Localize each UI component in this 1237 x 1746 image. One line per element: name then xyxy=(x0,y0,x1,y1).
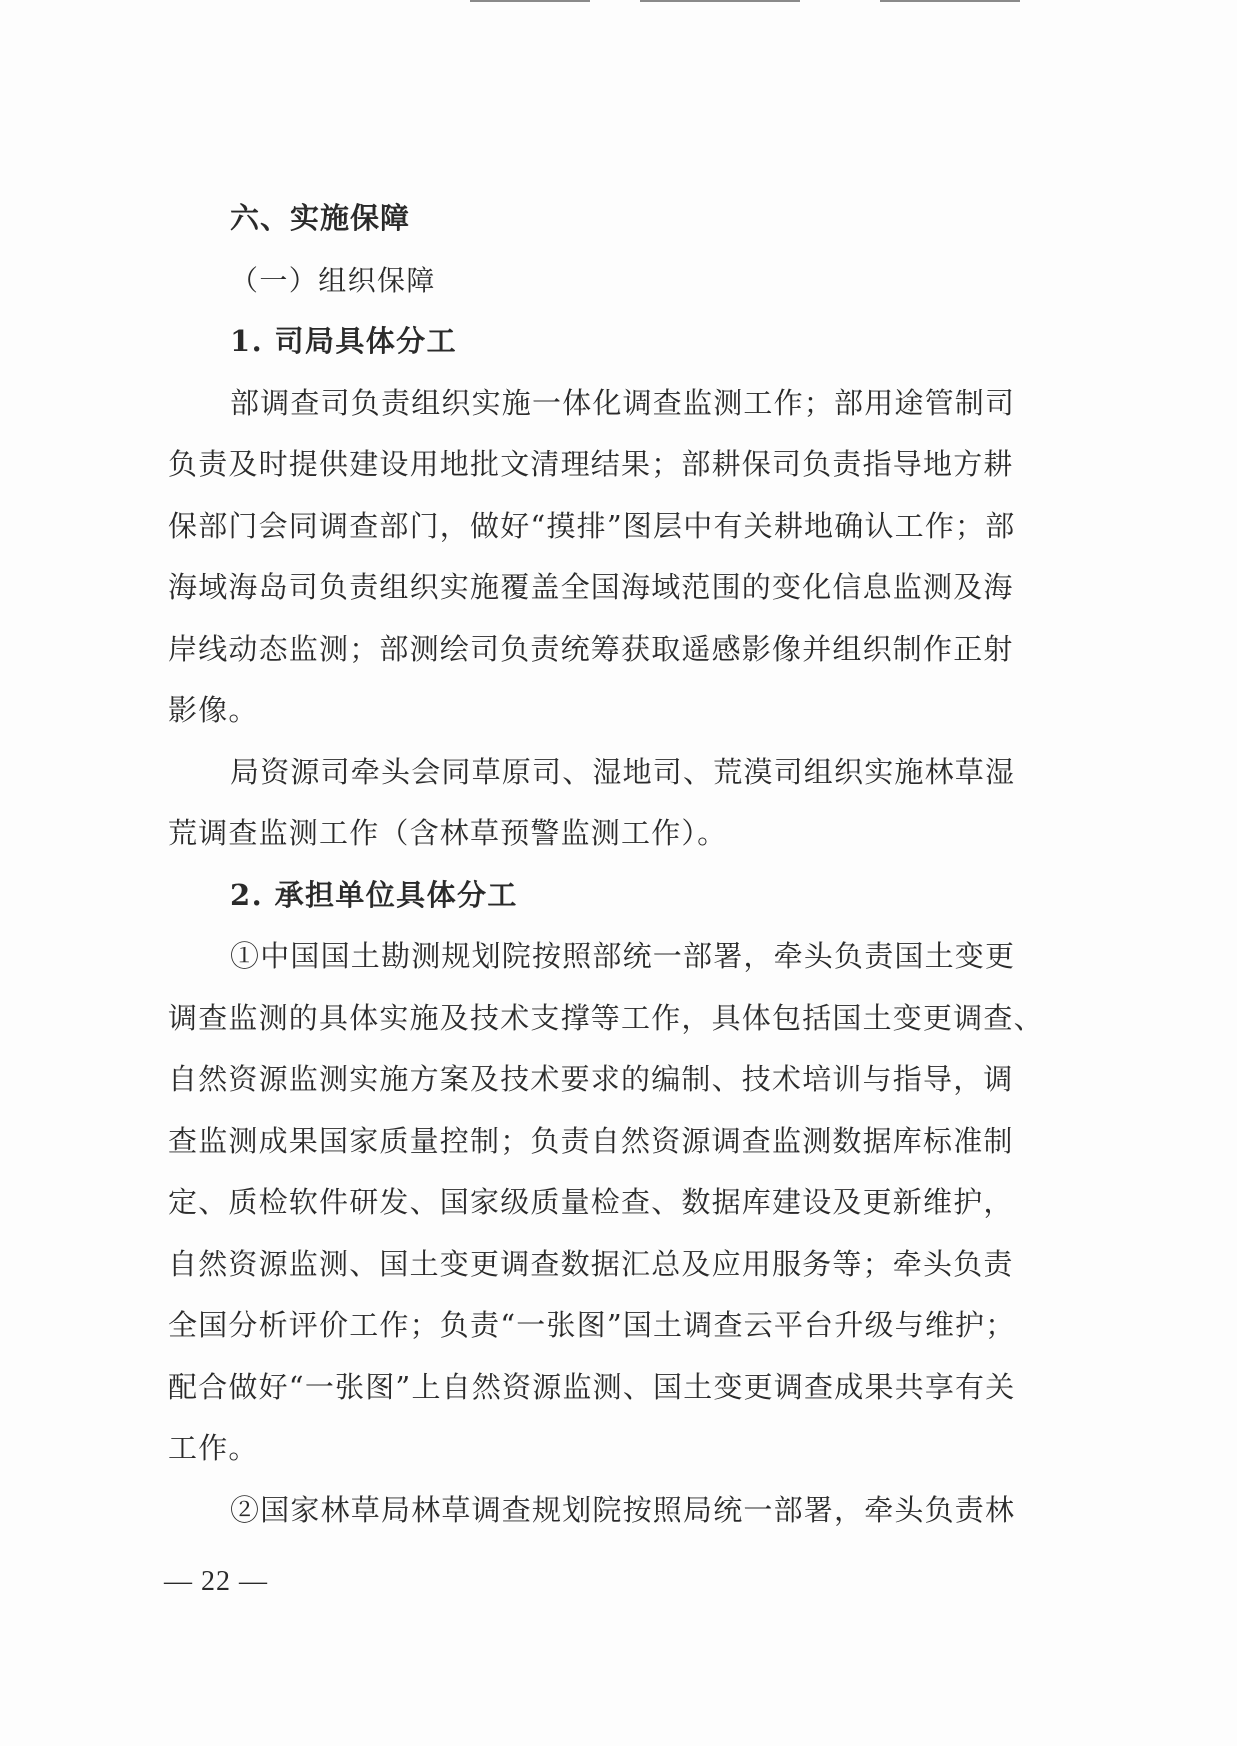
paragraph-line: 配合做好“一张图”上自然资源监测、国土变更调查成果共享有关 xyxy=(168,1369,1016,1404)
paragraph-line: 自然资源监测实施方案及技术要求的编制、技术培训与指导，调 xyxy=(168,1062,1014,1096)
paragraph-line: ①中国国土勘测规划院按照部统一部署，牵头负责国土变更 xyxy=(230,939,1016,973)
item1-title: 1. 司局具体分工 xyxy=(230,324,457,358)
paragraph-line: 定、质检软件研发、国家级质量检查、数据库建设及更新维护， xyxy=(168,1185,1014,1219)
paragraph-line: 岸线动态监测；部测绘司负责统筹获取遥感影像并组织制作正射 xyxy=(168,631,1014,666)
paragraph-3 xyxy=(168,926,1052,1480)
paragraph-line: 荒调查监测工作（含林草预警监测工作）。 xyxy=(168,816,728,850)
paragraph-4 xyxy=(168,1480,1052,1542)
paragraph-line: 保部门会同调查部门，做好“摸排”图层中有关耕地确认工作；部 xyxy=(168,508,1016,543)
paragraph-line: 部调查司负责组织实施一体化调查监测工作；部用途管制司 xyxy=(230,385,1016,420)
paragraph-line: 海域海岛司负责组织实施覆盖全国海域范围的变化信息监测及海 xyxy=(168,570,1014,604)
scan-edge-mark xyxy=(880,0,1020,2)
item2-title: 2. 承担单位具体分工 xyxy=(230,877,518,912)
paragraph-2 xyxy=(168,742,1052,865)
paragraph-line: 影像。 xyxy=(168,693,259,727)
section-title: 六、实施保障 xyxy=(230,201,411,235)
paragraph-line: ②国家林草局林草调查规划院按照局统一部署，牵头负责林 xyxy=(230,1492,1016,1527)
scan-edge-mark xyxy=(470,0,590,2)
paragraph-line: 负责及时提供建设用地批文清理结果；部耕保司负责指导地方耕 xyxy=(168,447,1014,481)
paragraph-line: 查监测成果国家质量控制；负责自然资源调查监测数据库标准制 xyxy=(168,1123,1014,1158)
scan-edge-mark xyxy=(640,0,800,2)
paragraph-line: 全国分析评价工作；负责“一张图”国土调查云平台升级与维护； xyxy=(168,1308,1016,1342)
paragraph-line: 自然资源监测、国土变更调查数据汇总及应用服务等；牵头负责 xyxy=(168,1246,1014,1281)
paragraph-line: 工作。 xyxy=(168,1431,259,1465)
page-number: — 22 — xyxy=(164,1566,268,1597)
subsection-title: （一）组织保障 xyxy=(230,263,436,297)
paragraph-1 xyxy=(168,373,1052,742)
paragraph-line: 调查监测的具体实施及技术支撑等工作，具体包括国土变更调查、 xyxy=(168,1000,1044,1035)
paragraph-line: 局资源司牵头会同草原司、湿地司、荒漠司组织实施林草湿 xyxy=(230,754,1016,789)
document-body xyxy=(168,188,1052,1541)
